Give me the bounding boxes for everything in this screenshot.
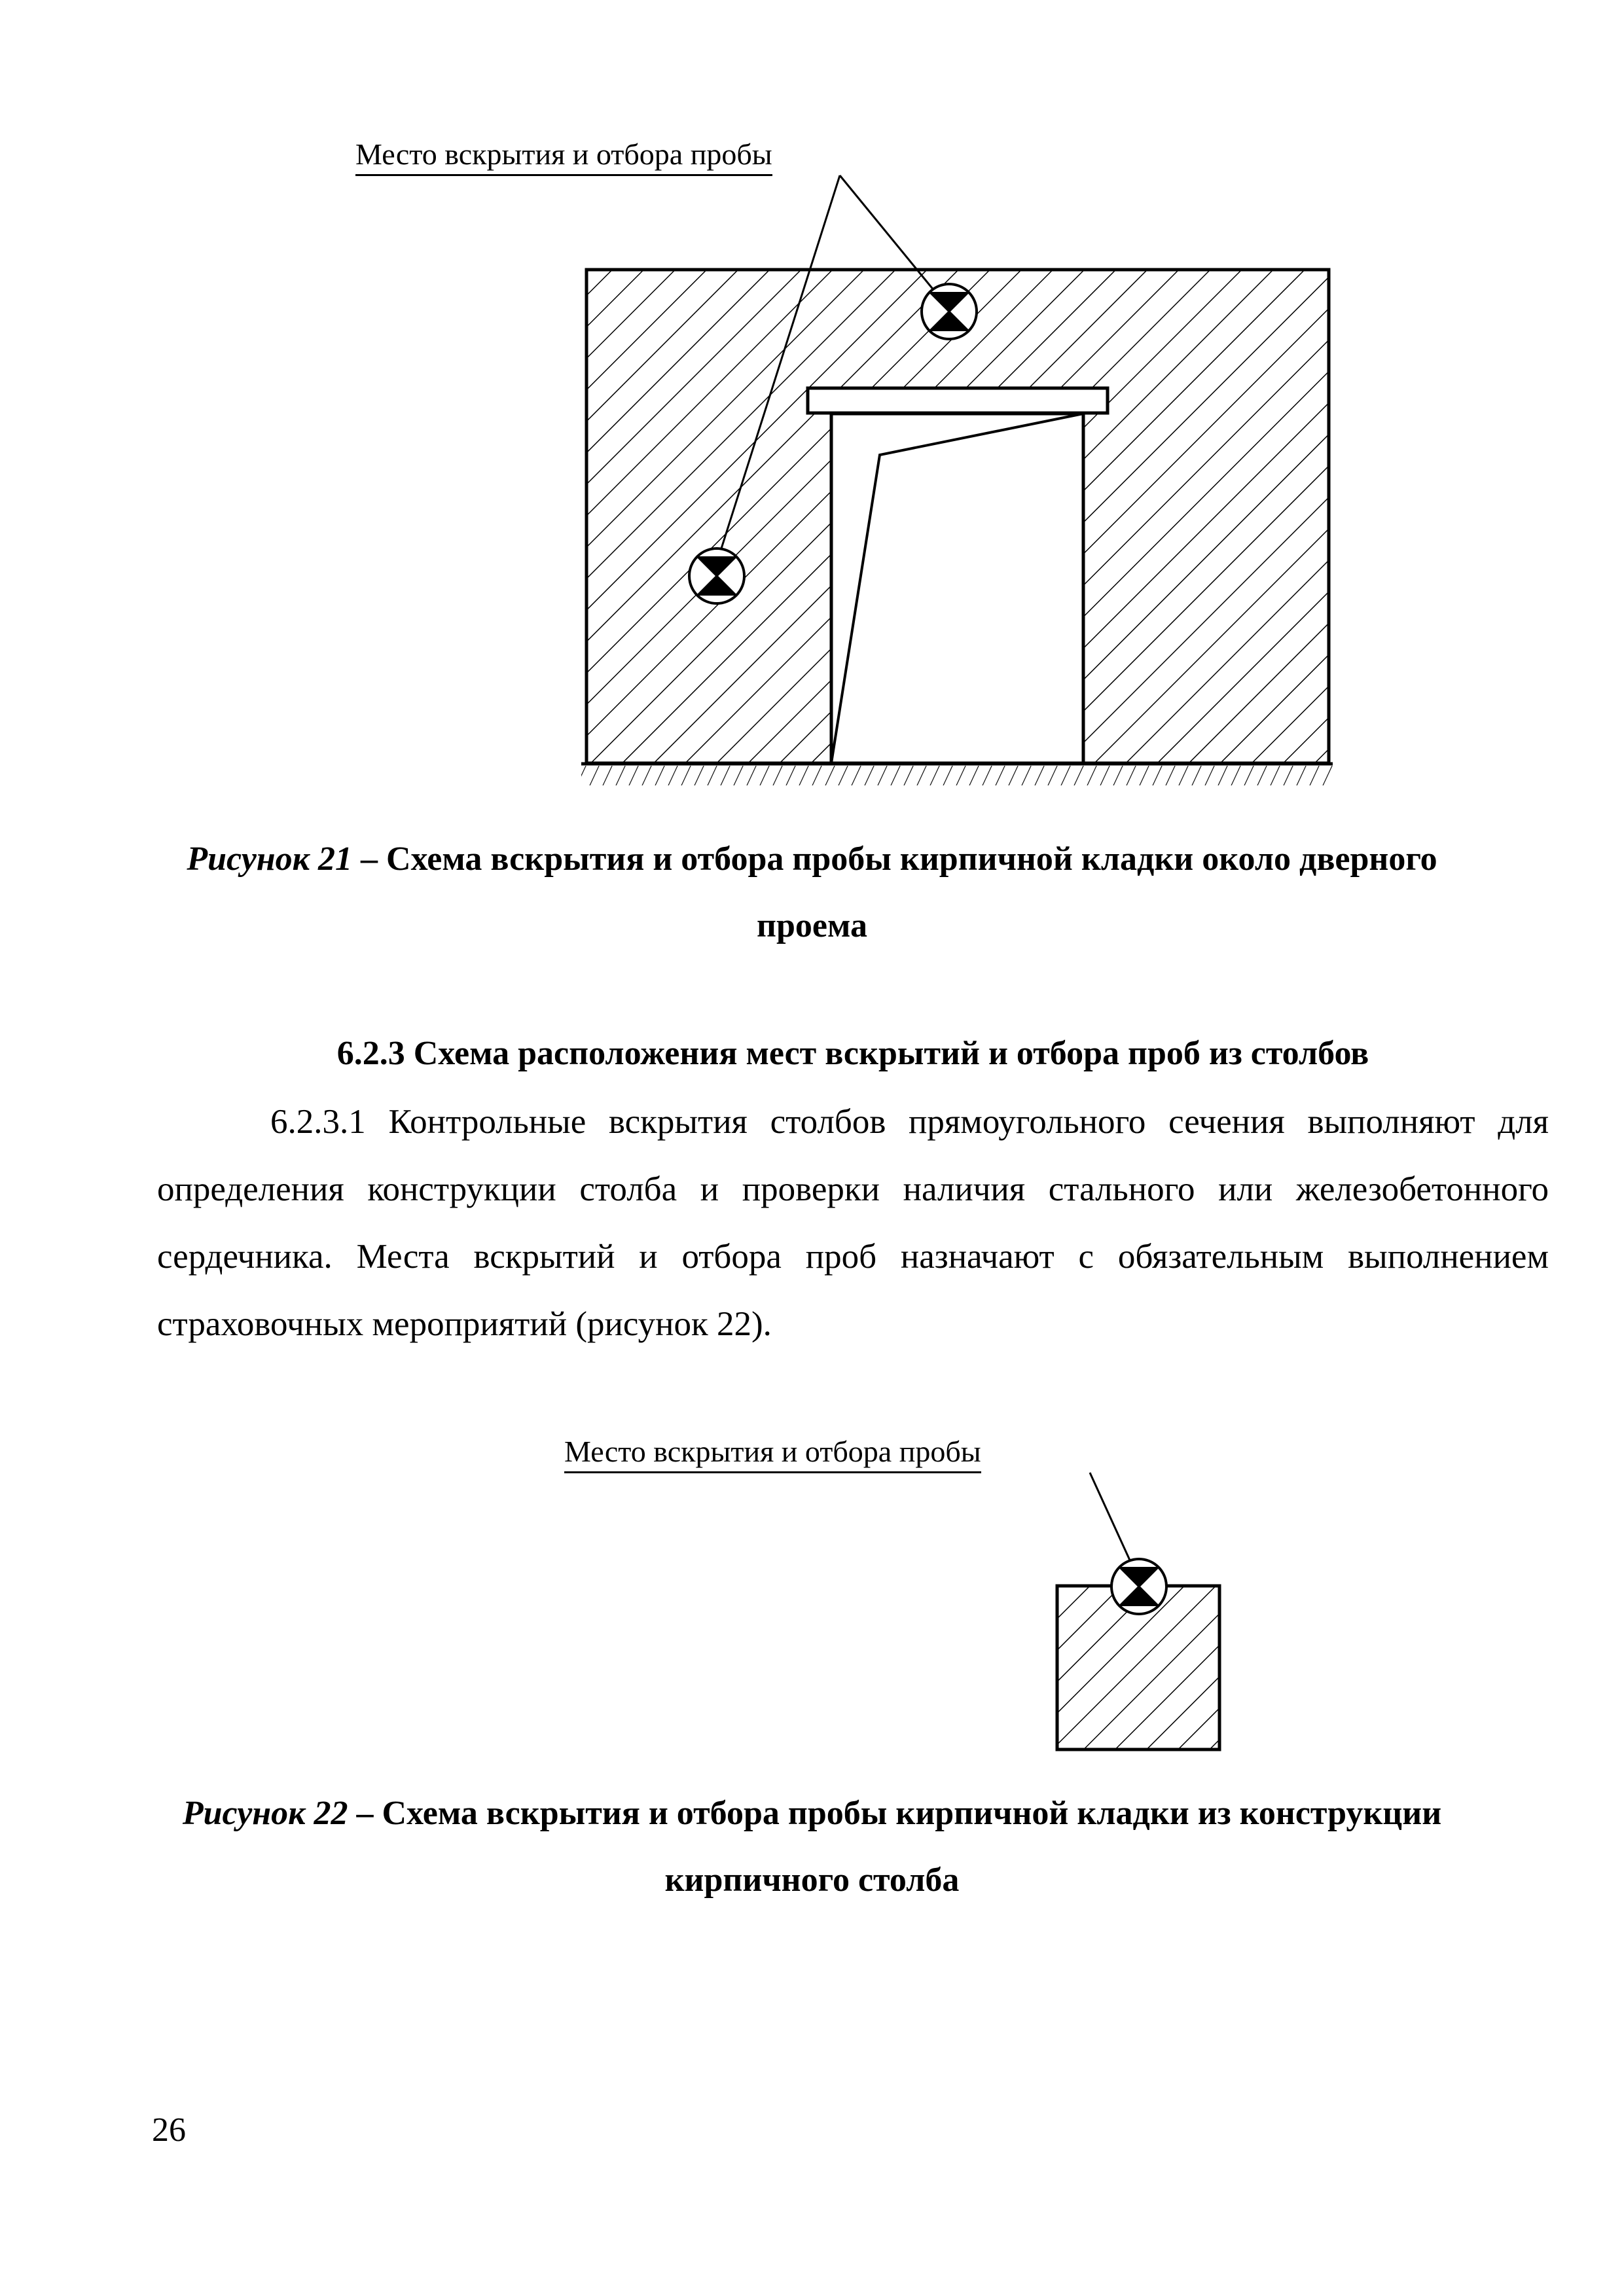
- figure-21-caption-text: – Схема вскрытия и отбора пробы кирпичной кладки около дверного проема: [352, 840, 1437, 944]
- lintel: [808, 388, 1108, 413]
- figure-21-callout-label: Место вскрытия и отбора пробы: [355, 136, 772, 176]
- figure-21-caption-lead: Рисунок 21: [187, 840, 353, 878]
- figure-22-caption-text: – Схема вскрытия и отбора пробы кирпичной кладки из конструкции кирпичного столба: [348, 1795, 1442, 1899]
- figure-21-caption: [157, 826, 1467, 960]
- sampling-point-marker: [1111, 1559, 1166, 1614]
- page-number: 26: [152, 2111, 186, 2149]
- sampling-point-marker: [689, 548, 744, 603]
- body-paragraph: 6.2.3.1 Контрольные вскрытия столбов прямоугольного сечения выполняют для определения конструкции столба и проверки наличия стального или железобетонного сердечника. Места вскрытий и отбора проб назначают с обязательным выполнением страховочных мероприятий (рисунок 22).: [157, 1103, 1549, 1343]
- ground-hatch: [581, 766, 1333, 785]
- figure-22-caption: [157, 1780, 1467, 1914]
- door-opening: [831, 414, 1083, 763]
- figure-22-callout-label: Место вскрытия и отбора пробы: [564, 1433, 981, 1473]
- section-heading: 6.2.3 Схема расположения мест вскрытий и отбора проб из столбов: [336, 1035, 1369, 1072]
- figure-22-caption-lead: Рисунок 22: [182, 1795, 348, 1832]
- figure-22-drawing: [1057, 1473, 1219, 1749]
- sampling-point-marker: [922, 284, 977, 339]
